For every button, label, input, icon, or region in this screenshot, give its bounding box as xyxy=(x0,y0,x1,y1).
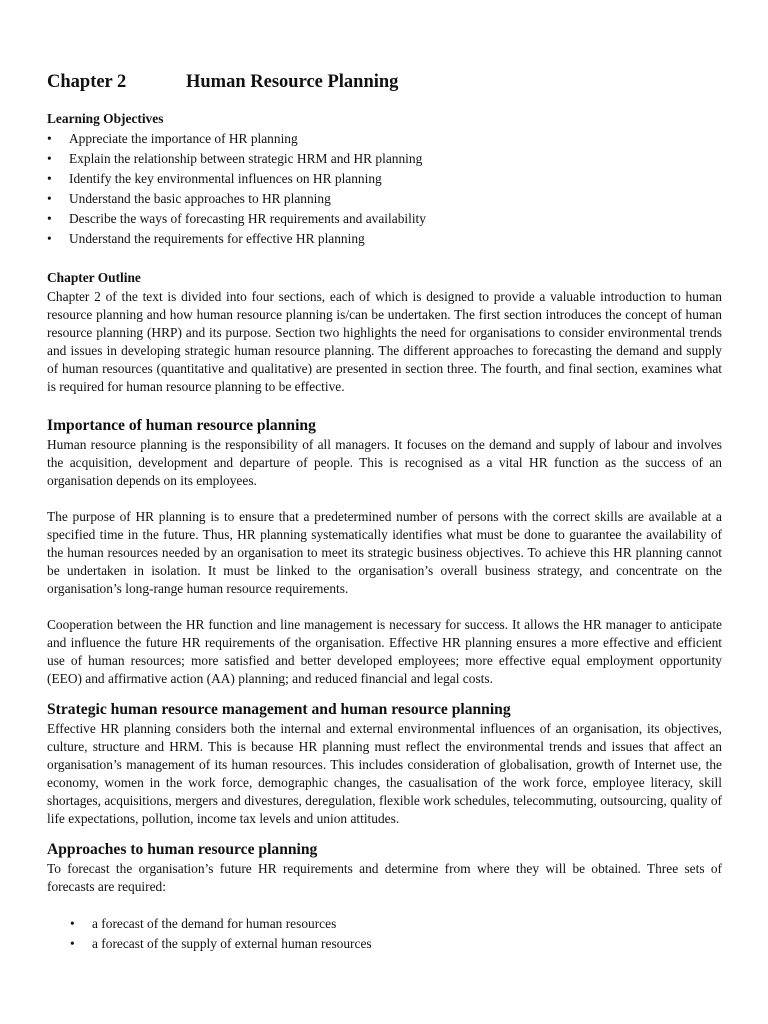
paragraph: Cooperation between the HR function and line management is necessary for success. It allows the HR manager to anticipate and influence the future HR requirements of the organisation. Effective HR planning ensures a more effective and efficient use of human resources; more satisfied and better developed employees; more effective equal employment opportunity (EEO) and affirmative action (AA) planning; and reduced financial and legal costs. xyxy=(47,617,722,686)
importance-heading: Importance of human resource planning xyxy=(47,417,316,434)
list-item: • Describe the ways of forecasting HR requirements and availability xyxy=(47,209,722,229)
bullet-icon: • xyxy=(47,131,52,146)
importance-section xyxy=(47,416,722,688)
list-item: • Explain the relationship between strategic HRM and HR planning xyxy=(47,149,722,169)
approaches-section xyxy=(47,840,722,954)
chapter-outline-body: Chapter 2 of the text is divided into four sections, each of which is designed to provide a valuable introduction to human resource planning and how human resource planning is/can be undertaken. The first section introduces the concept of human resource planning (HRP) and its purpose. Section two highlights the need for organisations to consider environmental trends and issues in developing strategic human resource planning. The different approaches to forecasting the demand and supply of human resources (quantitative and qualitative) are presented in section three. The fourth, and final section, examines what is required for human resource planning to be effective. xyxy=(47,289,722,394)
paragraph: To forecast the organisation’s future HR requirements and determine from where they will be obtained. Three sets of forecasts are required: xyxy=(47,861,722,894)
paragraph: Effective HR planning considers both the internal and external environmental influences of an organisation, its objectives, culture, structure and HRM. This is because HR planning must reflect the environmental trends and issues that affect an organisation’s management of its human resources. This includes consideration of globalisation, growth of Internet use, the economy, women in the work force, demographic changes, the casualisation of the work force, employee literacy, skill shortages, acquisitions, mergers and divestures, deregulation, flexible work schedules, telecommuting, outsourcing, quality of life expectations, pollution, income tax levels and union attitudes. xyxy=(47,721,722,826)
forecasts-list xyxy=(47,914,722,954)
strategic-heading: Strategic human resource management and human resource planning xyxy=(47,701,511,718)
list-item: • Understand the basic approaches to HR planning xyxy=(47,189,722,209)
bullet-icon: • xyxy=(70,916,75,931)
learning-objectives-list xyxy=(47,129,722,249)
list-item: • a forecast of the demand for human resources xyxy=(47,914,722,934)
learning-objectives-heading: Learning Objectives xyxy=(47,111,164,126)
document-page xyxy=(47,70,722,966)
bullet-icon: • xyxy=(47,151,52,166)
list-item: • Understand the requirements for effective HR planning xyxy=(47,229,722,249)
chapter-title xyxy=(47,70,722,94)
chapter-outline-heading: Chapter Outline xyxy=(47,270,141,285)
bullet-icon: • xyxy=(47,171,52,186)
bullet-icon: • xyxy=(47,191,52,206)
bullet-icon: • xyxy=(47,211,52,226)
chapter-number: Chapter 2 xyxy=(47,72,127,92)
list-item: • a forecast of the supply of external human resources xyxy=(47,934,722,954)
paragraph: The purpose of HR planning is to ensure that a predetermined number of persons with the correct skills are available at a specified time in the future. Thus, HR planning systematically identifies what must be done to guarantee the availability of the human resources needed by an organisation to meet its strategic business objectives. To achieve this HR planning cannot be undertaken in isolation. It must be linked to the organisation’s overall business strategy, and concentrate on the organisation’s long-range human resource requirements. xyxy=(47,509,722,596)
approaches-heading: Approaches to human resource planning xyxy=(47,841,318,858)
bullet-icon: • xyxy=(70,936,75,951)
list-item: • Identify the key environmental influences on HR planning xyxy=(47,169,722,189)
list-item: • Appreciate the importance of HR planning xyxy=(47,129,722,149)
chapter-name: Human Resource Planning xyxy=(186,72,399,92)
strategic-section xyxy=(47,700,722,828)
paragraph: Human resource planning is the responsibility of all managers. It focuses on the demand and supply of labour and involves the acquisition, development and departure of people. This is recognised as a vital HR function as the success of an organisation depends on its employees. xyxy=(47,437,722,488)
bullet-icon: • xyxy=(47,231,52,246)
